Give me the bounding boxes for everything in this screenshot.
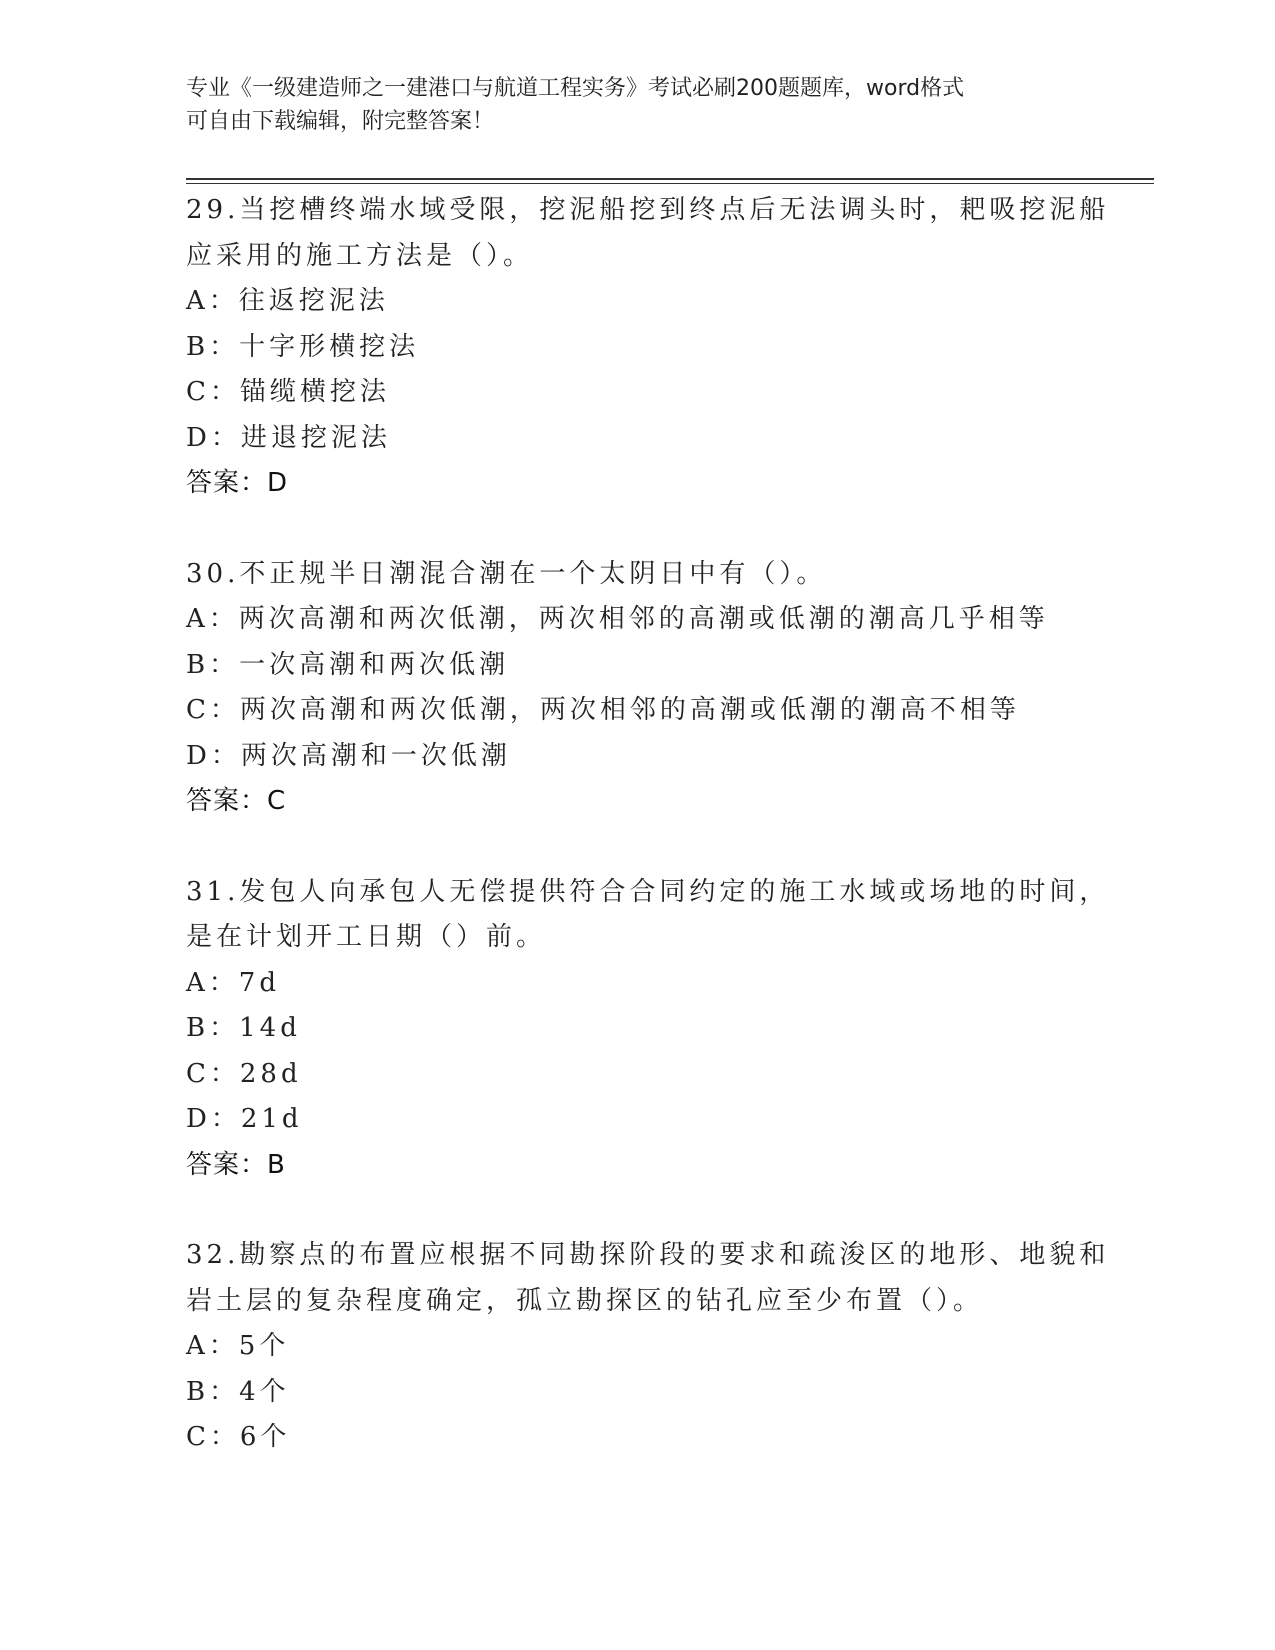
option-c: C：28d: [186, 1058, 302, 1089]
option-b: B：一次高潮和两次低潮: [186, 649, 510, 680]
header-rule-thin: [186, 183, 1154, 184]
question-32: [186, 1233, 1146, 1461]
option-b: B：十字形横挖法: [186, 331, 420, 362]
option-b: B：4个: [186, 1376, 290, 1407]
question-stem: 是在计划开工日期（）前。: [186, 922, 547, 952]
question-31: [186, 870, 1146, 1189]
answer-line: 答案：D: [186, 468, 289, 498]
option-a: A：往返挖泥法: [186, 286, 389, 316]
option-a: A：5个: [186, 1331, 290, 1361]
question-stem: 32.勘察点的布置应根据不同勘探阶段的要求和疏浚区的地形、地貌和: [186, 1240, 1110, 1270]
question-stem: 31.发包人向承包人无偿提供符合合同约定的施工水域或场地的时间，: [186, 876, 1110, 907]
header-line-1: 专业《一级建造师之一建港口与航道工程实务》考试必刷200题题库，word格式: [186, 76, 965, 101]
header-line-2: 可自由下载编辑，附完整答案！: [186, 109, 495, 134]
option-c: C：6个: [186, 1422, 291, 1452]
option-c: C：两次高潮和两次低潮，两次相邻的高潮或低潮的潮高不相等: [186, 695, 1020, 725]
option-c: C：锚缆横挖法: [186, 377, 390, 407]
question-29: [186, 188, 1146, 507]
option-d: D：21d: [186, 1104, 303, 1134]
header-rule-thick: [186, 178, 1154, 180]
option-d: D：进退挖泥法: [186, 422, 391, 453]
option-a: A：7d: [186, 967, 280, 998]
document-header: [186, 72, 1086, 138]
option-a: A：两次高潮和两次低潮，两次相邻的高潮或低潮的潮高几乎相等: [186, 604, 1049, 634]
question-stem: 30.不正规半日潮混合潮在一个太阴日中有（）。: [186, 558, 827, 589]
question-stem: 岩土层的复杂程度确定，孤立勘探区的钻孔应至少布置（）。: [186, 1285, 984, 1316]
answer-line: 答案：C: [186, 786, 287, 816]
question-30: [186, 552, 1146, 825]
option-b: B：14d: [186, 1013, 301, 1043]
answer-line: 答案：B: [186, 1149, 286, 1180]
option-d: D：两次高潮和一次低潮: [186, 740, 511, 771]
question-stem: 应采用的施工方法是（）。: [186, 240, 534, 271]
question-stem: 29.当挖槽终端水域受限，挖泥船挖到终点后无法调头时，耙吸挖泥船: [186, 195, 1110, 225]
question-list: [186, 188, 1146, 1461]
